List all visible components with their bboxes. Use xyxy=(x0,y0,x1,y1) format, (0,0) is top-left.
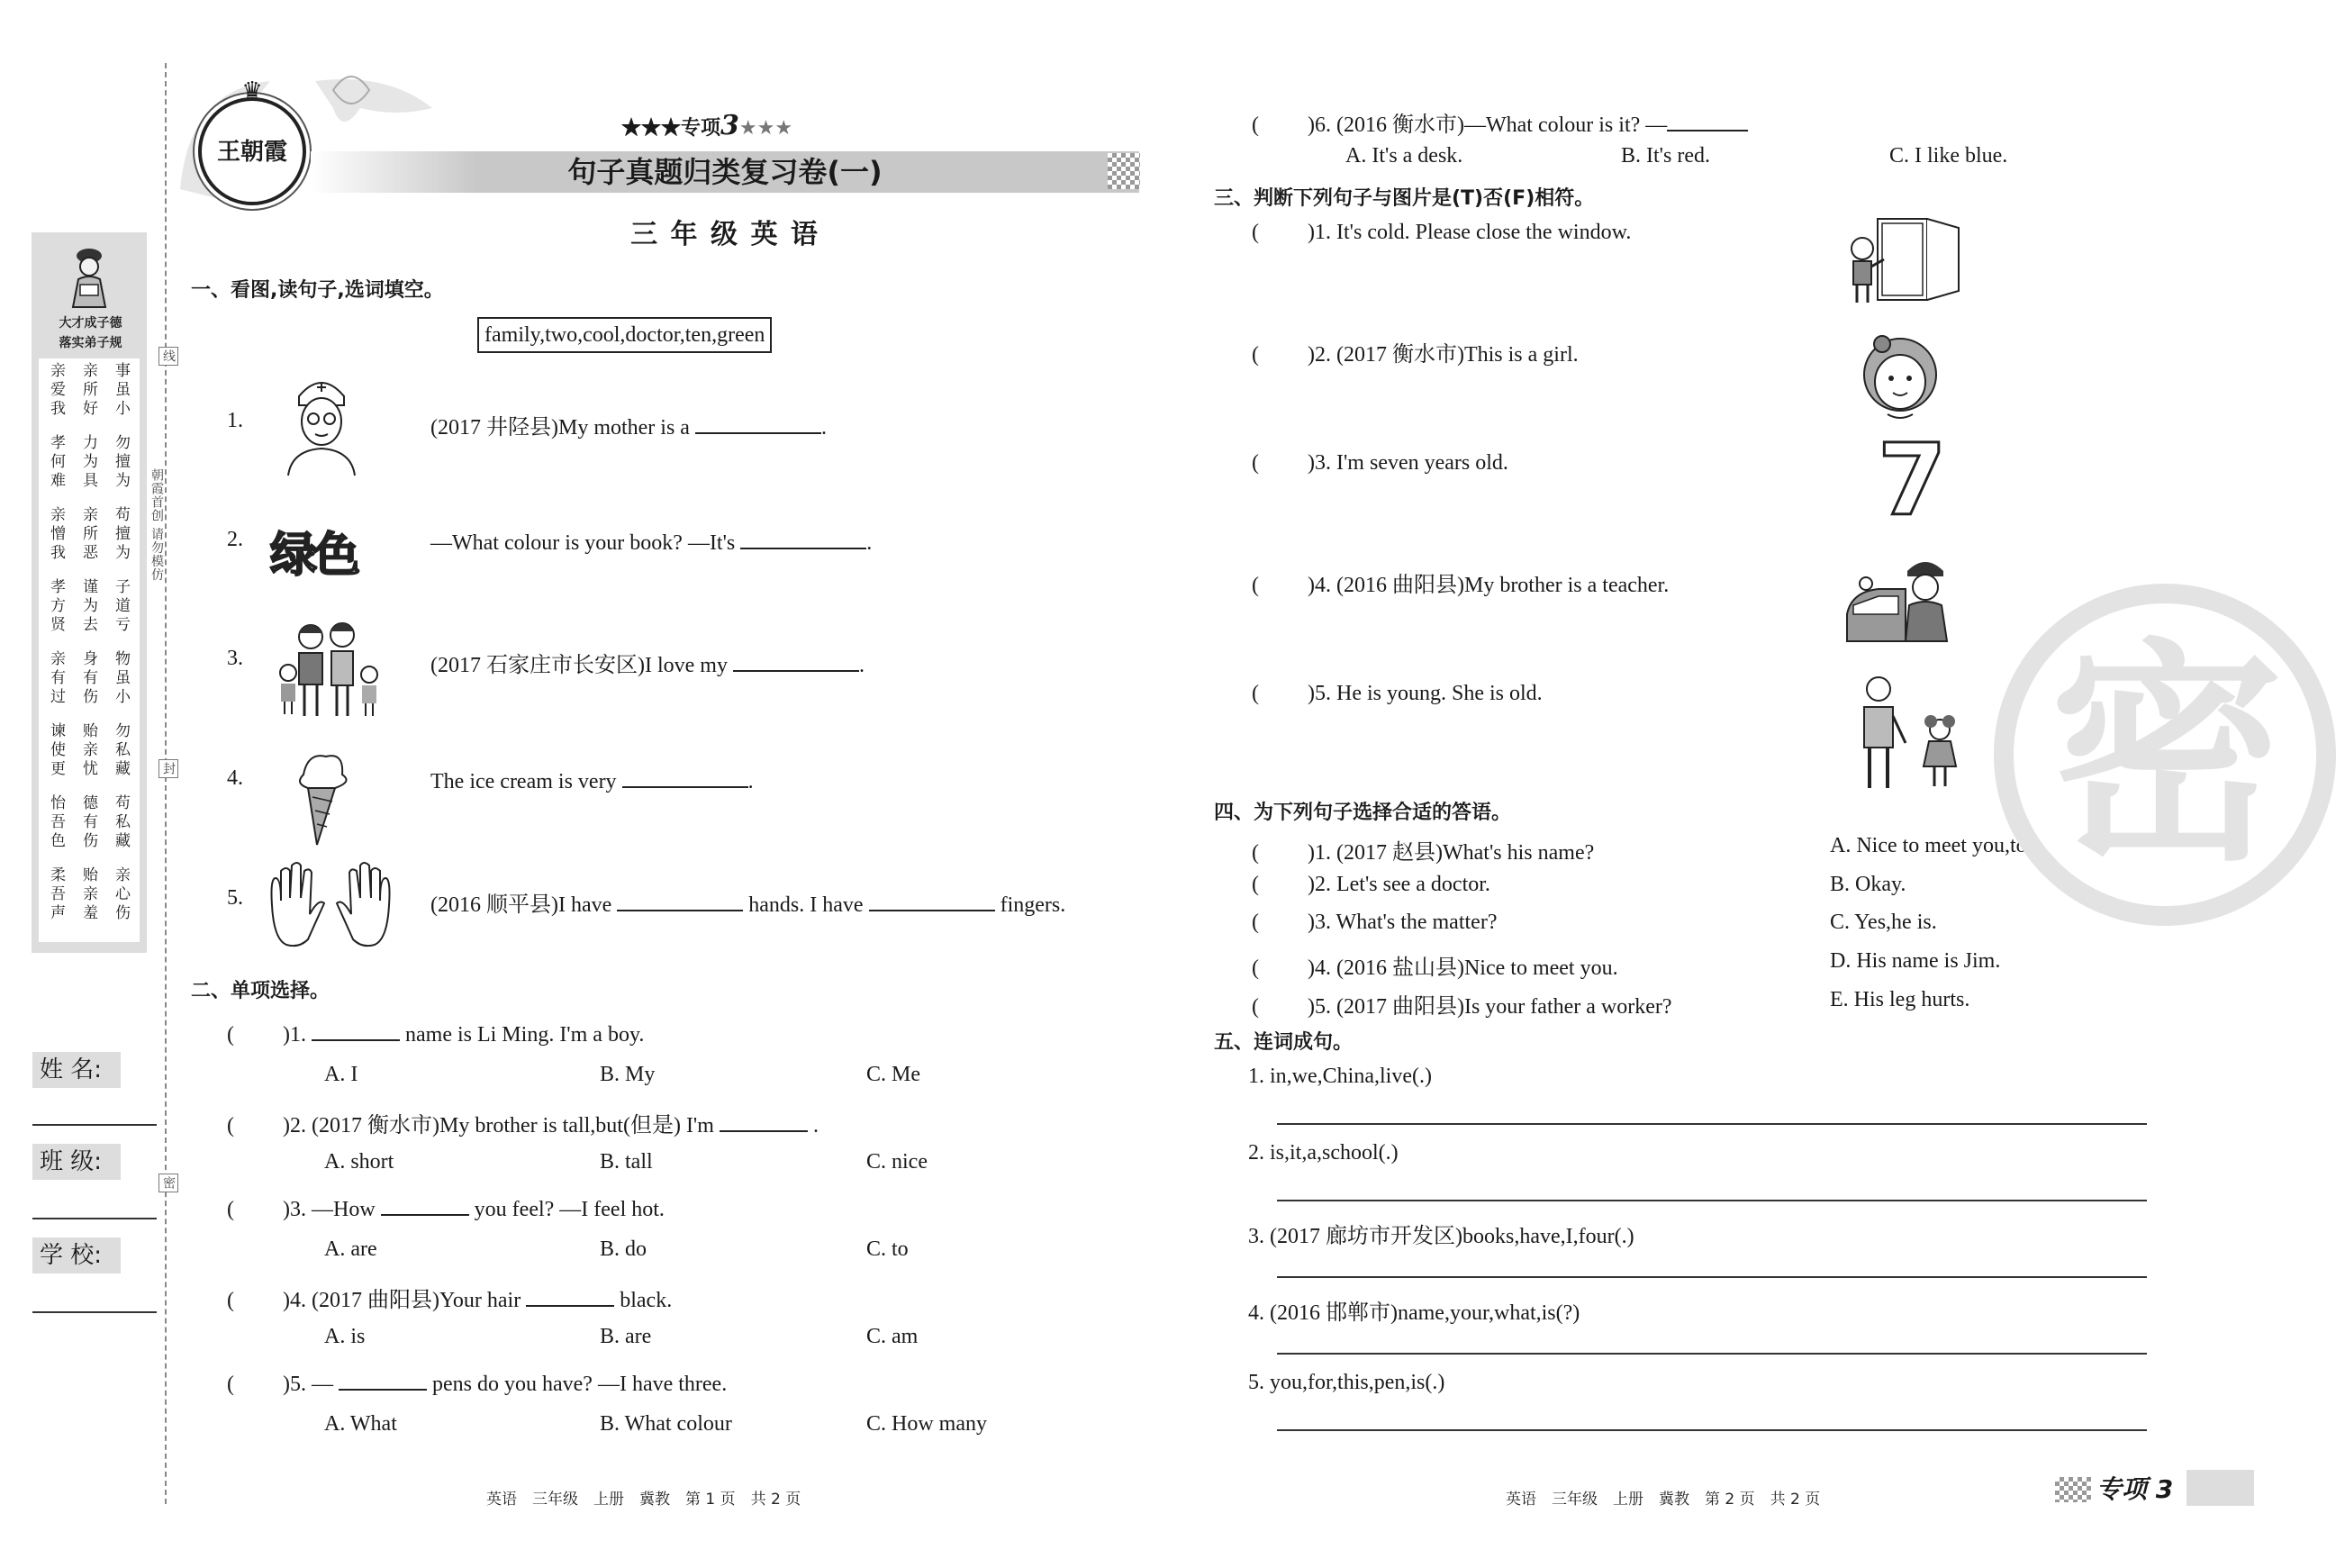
answer-paren[interactable]: ( xyxy=(1252,682,1259,705)
answer-line[interactable] xyxy=(1277,1276,2147,1278)
sidebar-verse-column: 亲憎我 xyxy=(50,506,66,562)
mc-question-row xyxy=(227,1369,727,1397)
s2-opt-6a[interactable]: A. It's a desk. xyxy=(1345,144,1463,168)
answer-paren[interactable]: ( xyxy=(227,1114,234,1137)
sidebar-verse-column: 子道亏 xyxy=(115,578,131,634)
sidebar-verse-column: 亲爱我 xyxy=(50,362,66,418)
question-text: )2. (2017 衡水市)This is a girl. xyxy=(1308,343,1579,367)
title-checker-icon xyxy=(1108,153,1140,189)
answer-paren[interactable]: ( xyxy=(1252,911,1259,934)
sidebar-verse-column: 谏使更 xyxy=(50,722,66,778)
s2-opt-6b[interactable]: B. It's red. xyxy=(1621,144,1710,168)
match-question-row xyxy=(1252,988,1672,1020)
s1-num-2: 2. xyxy=(227,528,243,551)
answer-paren[interactable]: ( xyxy=(1252,343,1259,367)
sidebar-verse-column: 事虽小 xyxy=(115,362,131,418)
answer-paren[interactable]: ( xyxy=(1252,574,1259,597)
s1-text-4: The ice cream is very xyxy=(430,770,617,793)
s2-blank-6[interactable] xyxy=(1667,110,1748,131)
question-number: )4. xyxy=(283,1289,306,1312)
sidebar-verse-column: 物虽小 xyxy=(115,650,131,706)
s1-suffix-3: . xyxy=(858,654,865,677)
sidebar-verse-column: 孝何难 xyxy=(50,434,66,490)
question-text-pre: (2017 衡水市)My brother is tall,but(但是) I'm xyxy=(312,1114,714,1137)
logo-crown-icon: ♛ xyxy=(241,77,263,104)
question-text-post: . xyxy=(812,1114,819,1137)
police-officer-icon xyxy=(1843,551,1960,646)
mc-option[interactable]: B. What colour xyxy=(600,1412,732,1436)
sidebar-verse-column: 亲所好 xyxy=(83,362,98,418)
s1-num-1: 1. xyxy=(227,409,243,432)
s1-blank-5b[interactable] xyxy=(869,890,995,911)
answer-paren[interactable]: ( xyxy=(1252,221,1259,244)
question-text-pre: — xyxy=(312,1373,333,1396)
number-seven-image: 7 xyxy=(1878,422,1947,538)
s1-suffix-2: . xyxy=(866,531,873,555)
section1-heading: 一、看图,读句子,选词填空。 xyxy=(191,279,444,302)
girl-closing-door-icon xyxy=(1837,214,1963,309)
answer-paren[interactable]: ( xyxy=(1252,873,1259,896)
question-text-post: black. xyxy=(620,1289,673,1312)
match-question-row xyxy=(1252,873,1490,897)
s1-text-2: —What colour is your book? —It's xyxy=(430,531,736,555)
name-field[interactable] xyxy=(32,1124,157,1126)
mc-option[interactable]: C. Me xyxy=(866,1063,920,1086)
sidebar-verse-column: 勿擅为 xyxy=(115,434,131,490)
mc-option[interactable]: A. are xyxy=(324,1237,377,1261)
footer-badge: 专项 3 xyxy=(2096,1474,2174,1504)
footer-right: 英语 三年级 上册 冀教 第 2 页 共 2 页 xyxy=(1506,1491,1821,1509)
school-field[interactable] xyxy=(32,1311,157,1313)
question-number: )1. xyxy=(283,1023,306,1047)
sidebar-verse-column: 贻亲羞 xyxy=(83,866,98,922)
page-title: 句子真题归类复习卷(一) xyxy=(567,155,883,189)
page-header xyxy=(171,54,1135,270)
mc-option[interactable]: A. I xyxy=(324,1063,358,1086)
answer-line[interactable] xyxy=(1277,1123,2147,1125)
s2-text-6: (2016 衡水市)—What colour is it? — xyxy=(1336,113,1668,137)
s1-text-1: (2017 井陉县)My mother is a xyxy=(430,416,690,440)
section3-heading: 三、判断下列句子与图片是(T)否(F)相符。 xyxy=(1214,187,1595,210)
s1-row-4 xyxy=(227,766,754,793)
special-label-number: 3 xyxy=(720,110,739,141)
word-order-prompt: 4. (2016 邯郸市)name,your,what,is(?) xyxy=(1248,1301,1580,1325)
answer-paren[interactable]: ( xyxy=(227,1023,234,1047)
question-text-post: pens do you have? —I have three. xyxy=(432,1373,728,1396)
sidebar-verse-column: 柔吾声 xyxy=(50,866,66,922)
sidebar-verse-column: 德有伤 xyxy=(83,794,98,850)
sidebar-verse-column: 贻亲忧 xyxy=(83,722,98,778)
mc-option[interactable]: A. What xyxy=(324,1412,397,1436)
class-field[interactable] xyxy=(32,1218,157,1219)
brand-name: 王朝霞 xyxy=(216,139,287,166)
question-blank[interactable] xyxy=(339,1369,427,1391)
question-text: )3. What's the matter? xyxy=(1308,911,1498,934)
sidebar-verse-column: 怡吾色 xyxy=(50,794,66,850)
s1-row-3 xyxy=(227,647,865,677)
brand-logo xyxy=(198,77,306,205)
cut-mark-1: 线 xyxy=(158,347,178,366)
sidebar-verse-column: 亲心伤 xyxy=(115,866,131,922)
sidebar-verse-column: 谨为去 xyxy=(83,578,98,634)
green-characters-image: 绿色 xyxy=(270,529,358,583)
mc-option[interactable]: A. is xyxy=(324,1325,366,1348)
class-label: 班 级: xyxy=(32,1144,121,1180)
cut-mark-2: 封 xyxy=(158,759,178,778)
sidebar-verse-column: 力为具 xyxy=(83,434,98,490)
section4-heading: 四、为下列句子选择合适的答语。 xyxy=(1214,802,1512,824)
mc-question-row xyxy=(227,1020,644,1047)
question-text: )4. (2016 盐山县)Nice to meet you. xyxy=(1308,956,1618,980)
binding-strip xyxy=(0,0,176,1568)
answer-paren[interactable]: ( xyxy=(1252,956,1259,980)
page-subtitle: 三 年 级 英 语 xyxy=(630,219,819,250)
question-text: )1. It's cold. Please close the window. xyxy=(1308,221,1632,244)
question-blank[interactable] xyxy=(312,1020,400,1041)
question-blank[interactable] xyxy=(720,1110,808,1132)
match-question-row xyxy=(1252,949,1618,981)
question-text: )2. Let's see a doctor. xyxy=(1308,873,1490,896)
mc-option[interactable]: B. do xyxy=(600,1237,647,1261)
s1-blank-2[interactable] xyxy=(740,528,866,549)
watermark-char: 密 xyxy=(2050,621,2284,893)
question-number: )2. xyxy=(283,1114,306,1137)
s1-num-4: 4. xyxy=(227,766,243,790)
mc-option[interactable]: C. nice xyxy=(866,1150,928,1174)
answer-paren[interactable]: ( xyxy=(1252,841,1259,865)
word-order-prompt: 1. in,we,China,live(.) xyxy=(1248,1065,1432,1088)
watermark-seal xyxy=(1994,584,2336,926)
s1-row-1 xyxy=(227,409,827,440)
scholar-figure-icon xyxy=(62,240,116,312)
s2-num-6: )6. xyxy=(1308,113,1331,137)
question-text-pre: (2017 曲阳县)Your hair xyxy=(312,1289,521,1312)
s1-row-5 xyxy=(227,886,1066,917)
mc-option[interactable]: A. short xyxy=(324,1150,394,1174)
question-text: )5. He is young. She is old. xyxy=(1308,682,1543,705)
name-label: 姓 名: xyxy=(32,1052,121,1088)
mc-option[interactable]: C. am xyxy=(866,1325,919,1348)
mc-option[interactable]: B. are xyxy=(600,1325,652,1348)
s1-text-3: (2017 石家庄市长安区)I love my xyxy=(430,654,728,677)
word-order-prompt: 5. you,for,this,pen,is(.) xyxy=(1248,1371,1445,1394)
answer-choice: B. Okay. xyxy=(1830,873,1906,896)
cut-mark-3: 密 xyxy=(158,1174,178,1192)
s1-num-5: 5. xyxy=(227,886,243,910)
s1-middle-5: hands. I have xyxy=(748,893,864,917)
question-blank[interactable] xyxy=(526,1285,614,1307)
family-icon xyxy=(270,617,387,721)
s1-blank-5a[interactable] xyxy=(617,890,743,911)
sidebar-verse-column: 亲有过 xyxy=(50,650,66,706)
word-order-prompt: 2. is,it,a,school(.) xyxy=(1248,1141,1399,1165)
school-label: 学 校: xyxy=(32,1237,121,1273)
mc-option[interactable]: C. How many xyxy=(866,1412,987,1436)
question-text-post: name is Li Ming. I'm a boy. xyxy=(405,1023,645,1047)
tf-question-row xyxy=(1252,566,1669,598)
s1-num-3: 3. xyxy=(227,647,243,670)
s1-blank-1[interactable] xyxy=(695,412,821,434)
question-text: )3. I'm seven years old. xyxy=(1308,451,1508,475)
s1-suffix-4: . xyxy=(747,770,754,793)
sidebar-motto-line-2: 落实弟子规 xyxy=(59,336,122,350)
answer-paren[interactable]: ( xyxy=(227,1289,234,1312)
mc-question-row xyxy=(227,1282,672,1313)
word-order-prompt: 3. (2017 廊坊市开发区)books,have,I,four(.) xyxy=(1248,1225,1634,1248)
question-text: )5. (2017 曲阳县)Is your father a worker? xyxy=(1308,995,1672,1019)
s1-suffix-1: . xyxy=(820,416,827,440)
match-question-row xyxy=(1252,911,1497,935)
footer-badge-pattern-icon xyxy=(2055,1477,2091,1502)
s1-suffix-5: fingers. xyxy=(1000,893,1066,917)
mc-option[interactable]: C. to xyxy=(866,1237,909,1261)
answer-paren[interactable]: ( xyxy=(227,1198,234,1221)
answer-line[interactable] xyxy=(1277,1353,2147,1355)
answer-choice: C. Yes,he is. xyxy=(1830,911,1937,934)
mc-option[interactable]: B. tall xyxy=(600,1150,653,1174)
tf-question-row xyxy=(1252,451,1508,476)
tf-question-row xyxy=(1252,682,1543,706)
question-number: )5. xyxy=(283,1373,306,1396)
word-bank: family,two,cool,doctor,ten,green xyxy=(477,317,772,353)
special-label-stars: ★★★ xyxy=(738,117,793,140)
ice-cream-icon xyxy=(290,748,353,847)
s2-paren-6[interactable]: ( xyxy=(1252,113,1259,137)
question-text-pre: —How xyxy=(312,1198,376,1221)
match-question-row xyxy=(1252,834,1594,866)
sidebar-verse-column: 身有伤 xyxy=(83,650,98,706)
s2-opt-6c[interactable]: C. I like blue. xyxy=(1889,144,2008,168)
sidebar-verse-column: 孝方贤 xyxy=(50,578,66,634)
answer-paren[interactable]: ( xyxy=(1252,995,1259,1019)
girl-face-icon xyxy=(1855,331,1945,425)
sidebar-verse-column: 亲所恶 xyxy=(83,506,98,562)
s1-text-5: (2016 顺平县)I have xyxy=(430,893,612,917)
question-blank[interactable] xyxy=(381,1194,469,1216)
s1-row-2 xyxy=(227,528,873,555)
s1-blank-4[interactable] xyxy=(622,766,748,788)
cut-line xyxy=(165,63,167,1504)
answer-paren[interactable]: ( xyxy=(227,1373,234,1396)
tf-question-row xyxy=(1252,336,1579,367)
footer-left: 英语 三年级 上册 冀教 第 1 页 共 2 页 xyxy=(486,1491,801,1509)
answer-line[interactable] xyxy=(1277,1200,2147,1201)
special-label-text: ★★★专项 xyxy=(621,116,721,140)
question-text-post: you feel? —I feel hot. xyxy=(474,1198,665,1221)
answer-paren[interactable]: ( xyxy=(1252,451,1259,475)
sidebar-verse-column: 苟私藏 xyxy=(115,794,131,850)
s2-row-6 xyxy=(1252,106,1748,138)
footer-badge-bar xyxy=(2187,1470,2254,1506)
tf-question-row xyxy=(1252,221,1631,245)
question-number: )3. xyxy=(283,1198,306,1221)
answer-choice: D. His name is Jim. xyxy=(1830,949,2001,973)
question-text: )4. (2016 曲阳县)My brother is a teacher. xyxy=(1308,574,1670,597)
sidebar-verse-column: 勿私藏 xyxy=(115,722,131,778)
question-text: )1. (2017 赵县)What's his name? xyxy=(1308,841,1595,865)
sidebar-motto-line-1: 大才成子德 xyxy=(59,316,122,331)
s1-blank-3[interactable] xyxy=(733,650,859,672)
two-hands-icon xyxy=(263,860,398,950)
sidebar-verse-column: 苟擅为 xyxy=(115,506,131,562)
grandpa-and-girl-icon xyxy=(1846,671,1972,793)
doctor-icon xyxy=(281,369,362,477)
section5-heading: 五、连词成句。 xyxy=(1214,1031,1354,1054)
special-label xyxy=(621,110,792,141)
mc-option[interactable]: B. My xyxy=(600,1063,656,1086)
answer-choice: A. Nice to meet you,too. xyxy=(1830,834,2043,857)
section2-heading: 二、单项选择。 xyxy=(191,980,330,1002)
mc-question-row xyxy=(227,1194,665,1222)
original-notice: 朝霞首创 请勿模仿 xyxy=(149,468,164,582)
mc-question-row xyxy=(227,1107,819,1138)
answer-choice: E. His leg hurts. xyxy=(1830,988,1970,1011)
answer-line[interactable] xyxy=(1277,1429,2147,1431)
